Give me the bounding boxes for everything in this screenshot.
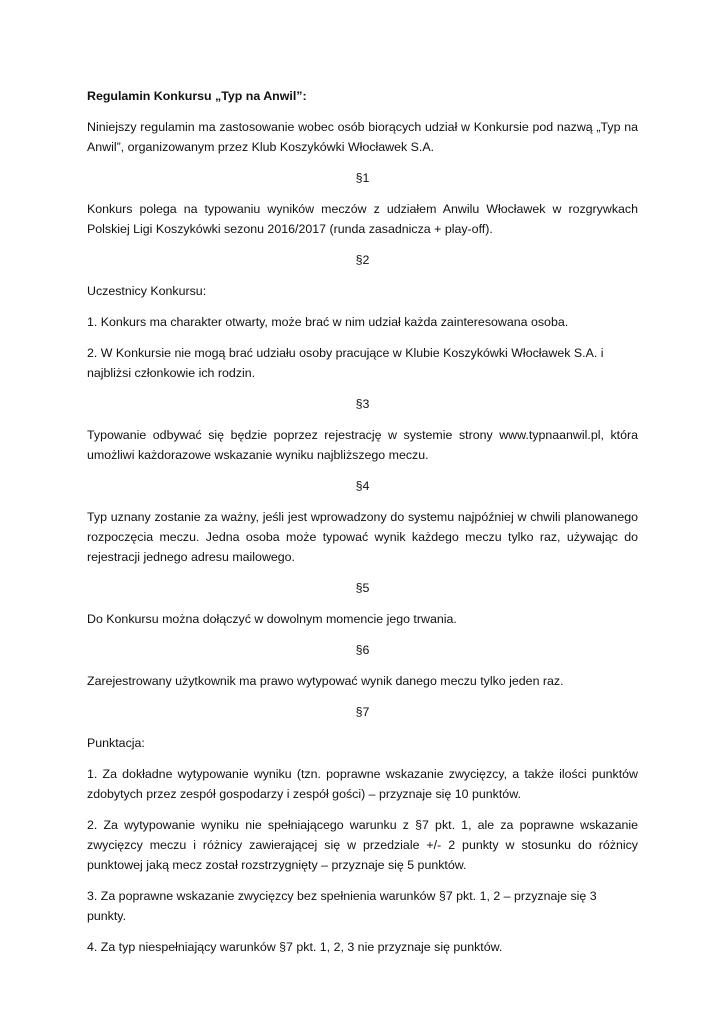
section-2-item-1: 1. Konkurs ma charakter otwarty, może brać w nim udział każda zainteresowana osoba. bbox=[87, 315, 569, 329]
section-6-heading: §6 bbox=[355, 643, 370, 657]
section-2-item-2: 2. W Konkursie nie mogą brać udziału osoby pracujące w Klubie Koszykówki Włocławek S.A. i najbliżsi członkowie ich rodzin. bbox=[87, 346, 604, 380]
section-3-text: Typowanie odbywać się będzie poprzez rejestrację w systemie strony www.typnaanwil.pl, która umożliwi każdorazowe wskazanie wyniku najbliższego meczu. bbox=[87, 428, 638, 462]
section-7-item-1: 1. Za dokładne wytypowanie wyniku (tzn. poprawne wskazanie zwycięzcy, a także ilości punktów zdobytych przez zespół gospodarzy i zespół gości) – przyznaje się 10 punktów. bbox=[87, 767, 638, 801]
section-6-text: Zarejestrowany użytkownik ma prawo wytypować wynik danego meczu tylko jeden raz. bbox=[87, 674, 564, 688]
document-title: Regulamin Konkursu „Typ na Anwil”: bbox=[87, 89, 307, 103]
section-4-text: Typ uznany zostanie za ważny, jeśli jest wprowadzony do systemu najpóźniej w chwili planowanego rozpoczęcia meczu. Jedna osoba może typować wynik każdego meczu tylko raz, używając do rejestracji jednego adresu mailowego. bbox=[87, 510, 638, 564]
section-3-heading: §3 bbox=[355, 397, 370, 411]
section-5-text: Do Konkursu można dołączyć w dowolnym momencie jego trwania. bbox=[87, 612, 457, 626]
section-7-item-3: 3. Za poprawne wskazanie zwycięzcy bez spełnienia warunków §7 pkt. 1, 2 – przyznaje się 3 punkty. bbox=[87, 889, 597, 923]
document-page bbox=[87, 86, 638, 968]
section-2-heading: §2 bbox=[355, 253, 370, 267]
section-1-heading: §1 bbox=[355, 171, 370, 185]
section-7-heading: §7 bbox=[355, 705, 370, 719]
section-7-item-2: 2. Za wytypowanie wyniku nie spełniającego warunku z §7 pkt. 1, ale za poprawne wskazanie zwycięzcy meczu i różnicy zawierającej się w przedziale +/- 2 punkty w stosunku do różnicy punktowej jaką mecz został rozstrzygnięty – przyznaje się 5 punktów. bbox=[87, 818, 638, 872]
section-4-heading: §4 bbox=[355, 479, 370, 493]
intro-paragraph: Niniejszy regulamin ma zastosowanie wobec osób biorących udział w Konkursie pod nazwą „Typ na Anwil”, organizowanym przez Klub Koszykówki Włocławek S.A. bbox=[87, 120, 638, 154]
section-2-lead: Uczestnicy Konkursu: bbox=[87, 284, 207, 298]
section-5-heading: §5 bbox=[355, 581, 370, 595]
section-7-lead: Punktacja: bbox=[87, 736, 145, 750]
section-1-text: Konkurs polega na typowaniu wyników meczów z udziałem Anwilu Włocławek w rozgrywkach Polskiej Ligi Koszykówki sezonu 2016/2017 (runda zasadnicza + play-off). bbox=[87, 202, 638, 236]
section-7-item-4: 4. Za typ niespełniający warunków §7 pkt. 1, 2, 3 nie przyznaje się punktów. bbox=[87, 940, 503, 954]
